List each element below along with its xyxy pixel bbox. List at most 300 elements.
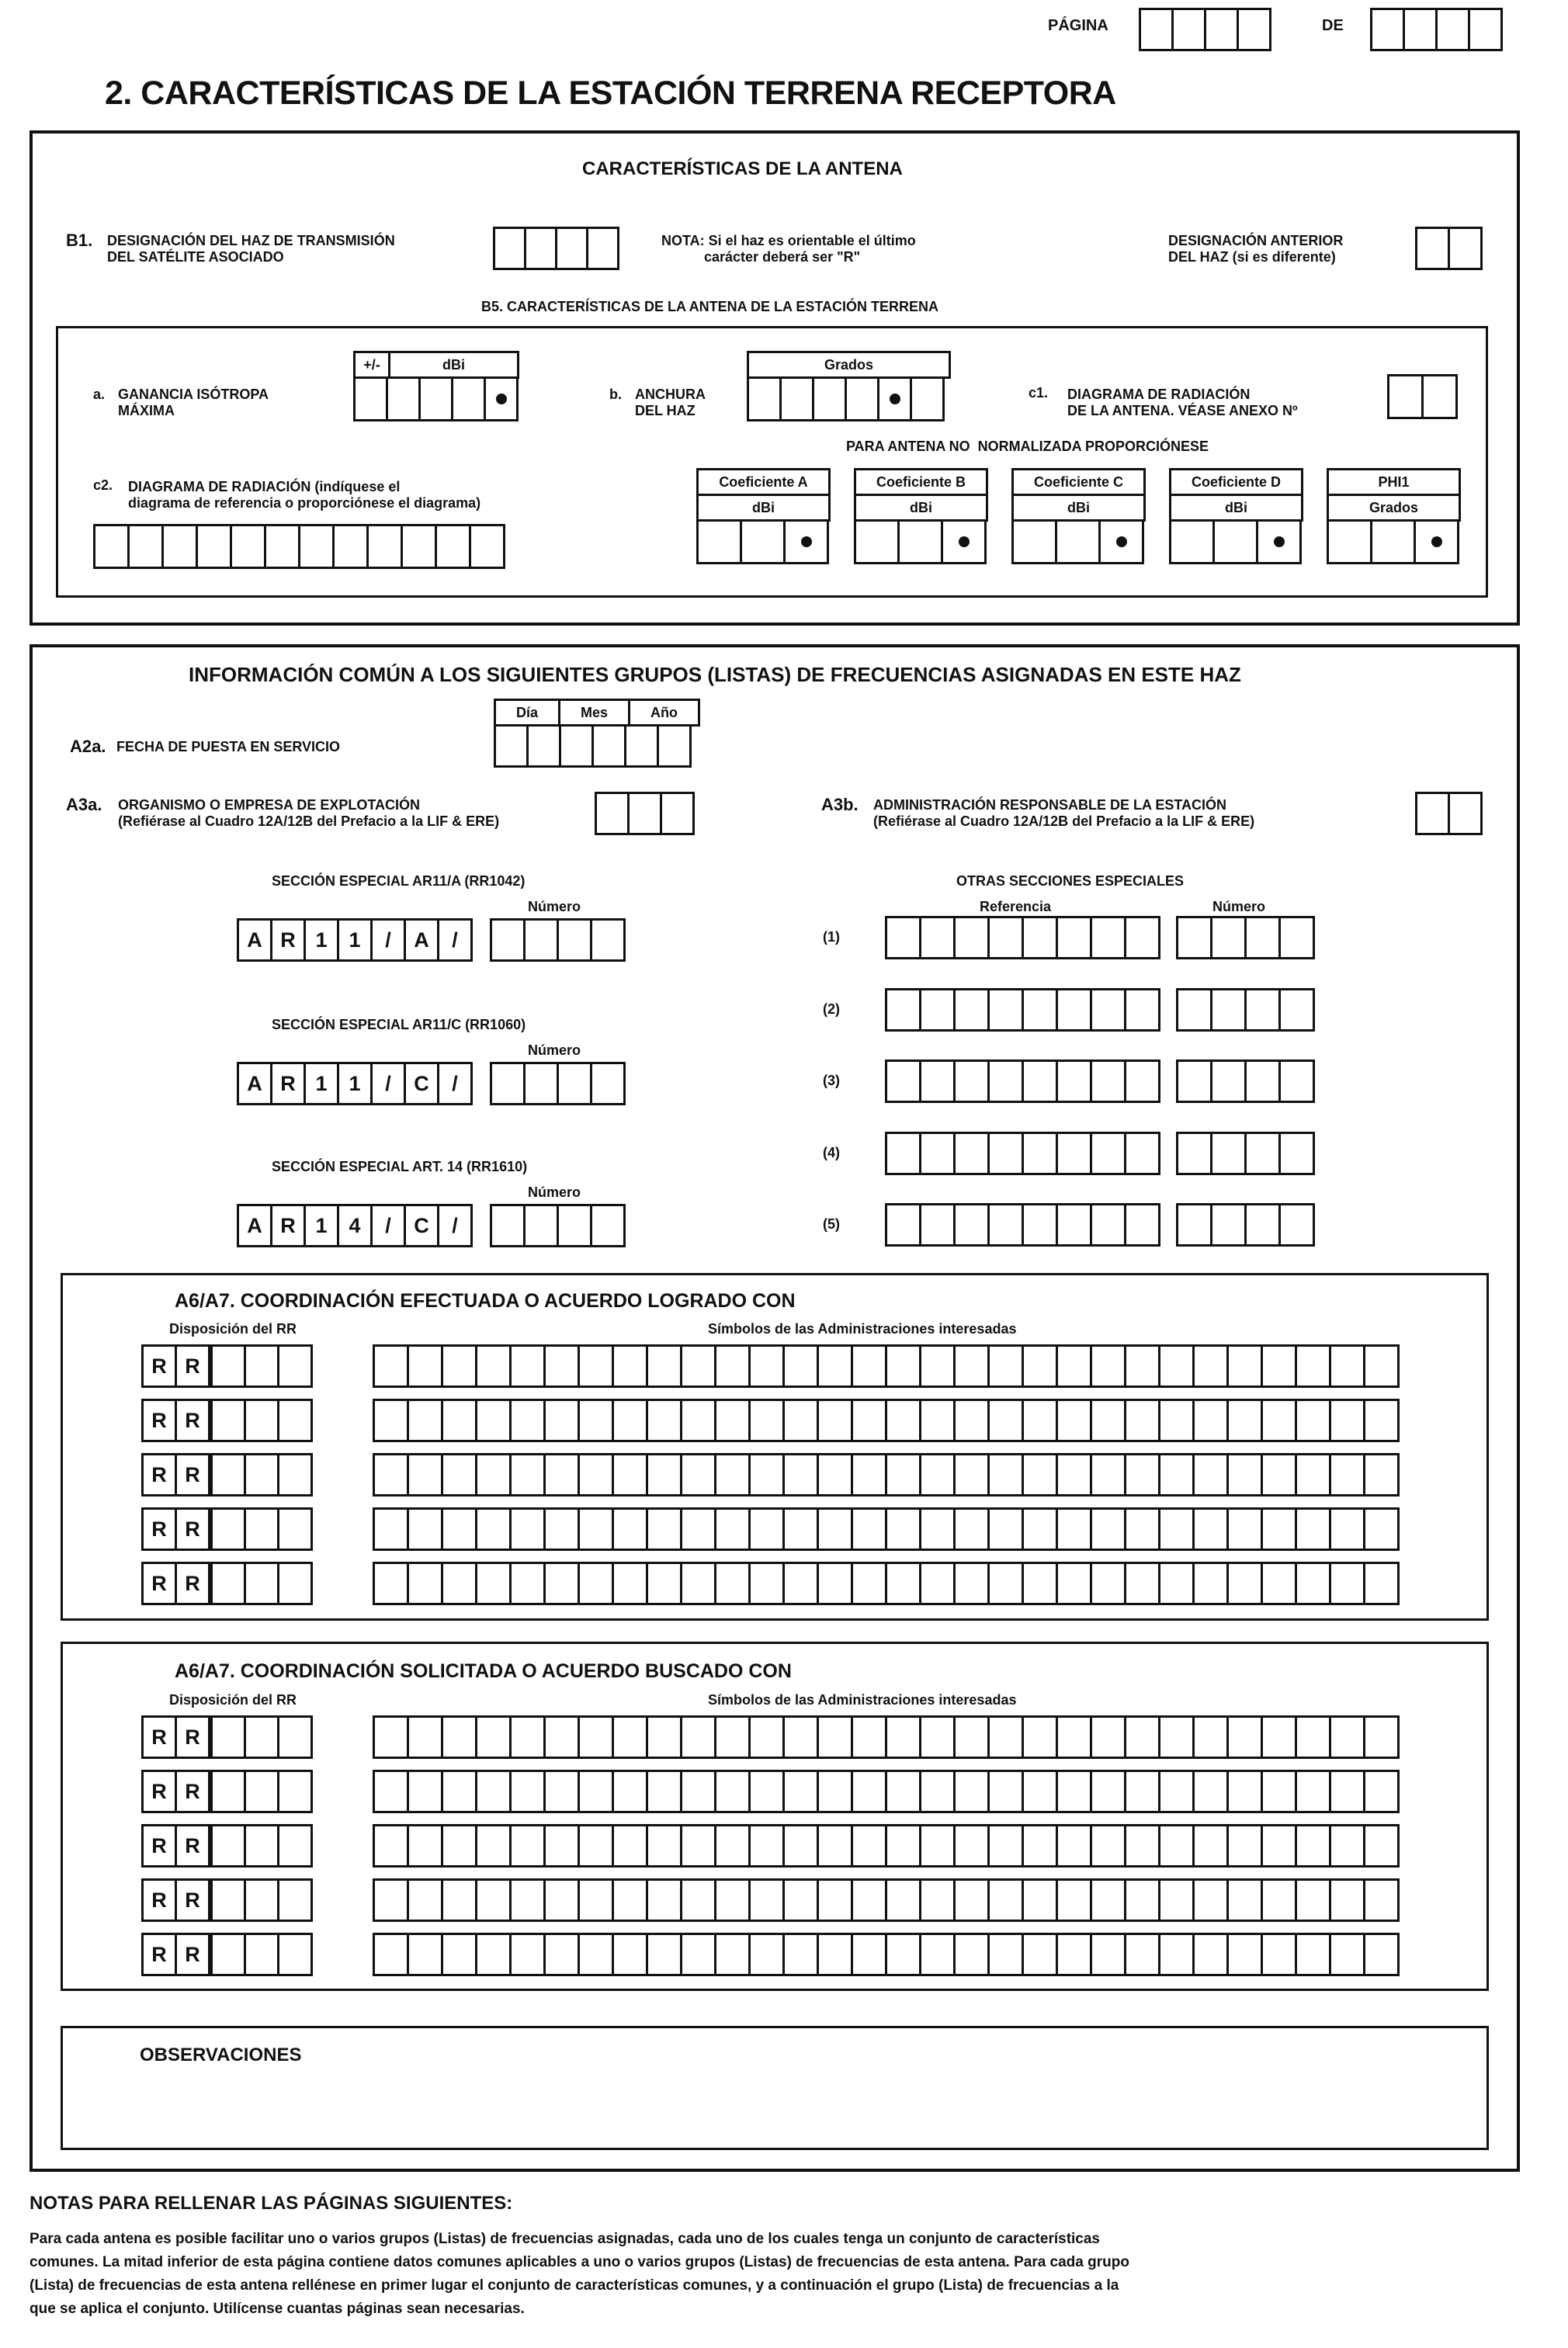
- char-box[interactable]: [401, 524, 437, 569]
- a3b-field[interactable]: [1415, 792, 1483, 835]
- char-box[interactable]: [910, 376, 945, 421]
- char-box[interactable]: [885, 1770, 921, 1813]
- char-box[interactable]: [1261, 1715, 1297, 1759]
- char-box[interactable]: [714, 1933, 751, 1976]
- char-box[interactable]: [475, 1507, 512, 1551]
- char-box[interactable]: [1022, 1203, 1058, 1247]
- char-box[interactable]: [1158, 1344, 1195, 1388]
- char-box[interactable]: [1244, 1203, 1281, 1247]
- char-box[interactable]: [475, 1562, 512, 1605]
- otras-referencia-field[interactable]: [885, 1060, 1160, 1103]
- otras-referencia-field[interactable]: [885, 988, 1160, 1032]
- char-box[interactable]: [509, 1824, 546, 1868]
- char-box[interactable]: [953, 1715, 990, 1759]
- char-box[interactable]: [543, 1878, 580, 1922]
- char-box[interactable]: [277, 1453, 313, 1497]
- char-box[interactable]: [817, 1344, 853, 1388]
- rr-disposition-field[interactable]: [141, 1562, 210, 1605]
- char-box[interactable]: [1022, 1715, 1058, 1759]
- char-box[interactable]: [851, 1562, 887, 1605]
- b-field[interactable]: [747, 376, 945, 421]
- char-box[interactable]: [475, 1824, 512, 1868]
- char-box[interactable]: [1363, 1399, 1400, 1442]
- char-box[interactable]: [1261, 1344, 1297, 1388]
- char-box[interactable]: [680, 1933, 716, 1976]
- char-box[interactable]: [885, 1715, 921, 1759]
- sec2-numero-field[interactable]: [490, 1062, 626, 1105]
- char-box[interactable]: [680, 1453, 716, 1497]
- admin-symbols-field[interactable]: [373, 1453, 1400, 1497]
- coef-b-field[interactable]: [854, 519, 987, 564]
- char-box[interactable]: [885, 1399, 921, 1442]
- char-box[interactable]: [646, 1453, 682, 1497]
- otras-numero-field[interactable]: [1176, 1060, 1315, 1103]
- char-box[interactable]: [1329, 1507, 1365, 1551]
- admin-symbols-field[interactable]: [373, 1715, 1400, 1759]
- char-box[interactable]: [646, 1824, 682, 1868]
- char-box[interactable]: [885, 1132, 921, 1175]
- char-box[interactable]: [543, 1507, 580, 1551]
- char-box[interactable]: [919, 1060, 956, 1103]
- char-box[interactable]: [1090, 1933, 1126, 1976]
- char-box[interactable]: [244, 1562, 279, 1605]
- char-box[interactable]: [509, 1344, 546, 1388]
- char-box[interactable]: [1158, 1933, 1195, 1976]
- char-box[interactable]: [373, 1878, 409, 1922]
- char-box[interactable]: [1090, 1203, 1126, 1247]
- char-box[interactable]: [782, 1770, 819, 1813]
- char-box[interactable]: [475, 1933, 512, 1976]
- char-box[interactable]: [627, 792, 662, 835]
- char-box[interactable]: [987, 1507, 1024, 1551]
- char-box[interactable]: [475, 1715, 512, 1759]
- char-box[interactable]: [210, 1344, 246, 1388]
- char-box[interactable]: [646, 1507, 682, 1551]
- char-box[interactable]: [373, 1562, 409, 1605]
- char-box[interactable]: [1295, 1399, 1331, 1442]
- char-box[interactable]: [1124, 1060, 1160, 1103]
- otras-numero-field[interactable]: [1176, 1203, 1315, 1247]
- coef-d-field[interactable]: [1169, 519, 1302, 564]
- char-box[interactable]: [441, 1824, 477, 1868]
- char-box[interactable]: [590, 918, 626, 962]
- char-box[interactable]: [93, 524, 130, 569]
- char-box[interactable]: [1056, 988, 1092, 1032]
- char-box[interactable]: [817, 1824, 853, 1868]
- char-box[interactable]: [210, 1824, 246, 1868]
- char-box[interactable]: [680, 1344, 716, 1388]
- char-box[interactable]: [1261, 1453, 1297, 1497]
- char-box[interactable]: [1210, 916, 1247, 959]
- char-box[interactable]: [680, 1507, 716, 1551]
- char-box[interactable]: [435, 524, 471, 569]
- char-box[interactable]: [1192, 1399, 1229, 1442]
- char-box[interactable]: [524, 227, 557, 270]
- char-box[interactable]: [657, 724, 692, 768]
- char-box[interactable]: [509, 1453, 546, 1497]
- char-box[interactable]: [210, 1770, 246, 1813]
- char-box[interactable]: [714, 1507, 751, 1551]
- char-box[interactable]: [1176, 988, 1212, 1032]
- char-box[interactable]: [748, 1715, 785, 1759]
- char-box[interactable]: [1056, 1507, 1092, 1551]
- char-box[interactable]: [817, 1453, 853, 1497]
- char-box[interactable]: [987, 1453, 1024, 1497]
- char-box[interactable]: [782, 1344, 819, 1388]
- char-box[interactable]: [210, 1562, 246, 1605]
- char-box[interactable]: [490, 1204, 526, 1247]
- char-box[interactable]: [1329, 1933, 1365, 1976]
- char-box[interactable]: [244, 1824, 279, 1868]
- rr-number-field[interactable]: [210, 1344, 313, 1388]
- char-box[interactable]: [885, 988, 921, 1032]
- char-box[interactable]: [373, 1715, 409, 1759]
- char-box[interactable]: [1329, 1878, 1365, 1922]
- char-box[interactable]: [441, 1344, 477, 1388]
- char-box[interactable]: [851, 1770, 887, 1813]
- char-box[interactable]: [1329, 1770, 1365, 1813]
- char-box[interactable]: [1124, 1715, 1160, 1759]
- char-box[interactable]: [590, 1204, 626, 1247]
- char-box[interactable]: [1363, 1562, 1400, 1605]
- rr-number-field[interactable]: [210, 1399, 313, 1442]
- char-box[interactable]: [919, 988, 956, 1032]
- char-box[interactable]: [543, 1770, 580, 1813]
- char-box[interactable]: [277, 1824, 313, 1868]
- char-box[interactable]: [1139, 8, 1174, 51]
- char-box[interactable]: [1022, 1399, 1058, 1442]
- a-field[interactable]: [353, 376, 519, 421]
- char-box[interactable]: [578, 1344, 614, 1388]
- char-box[interactable]: [1124, 1507, 1160, 1551]
- char-box[interactable]: [1363, 1715, 1400, 1759]
- char-box[interactable]: [210, 1507, 246, 1551]
- char-box[interactable]: [407, 1399, 443, 1442]
- coef-a-field[interactable]: [696, 519, 829, 564]
- admin-symbols-field[interactable]: [373, 1770, 1400, 1813]
- char-box[interactable]: [919, 1770, 956, 1813]
- char-box[interactable]: [475, 1399, 512, 1442]
- char-box[interactable]: [1363, 1344, 1400, 1388]
- char-box[interactable]: [919, 916, 956, 959]
- char-box[interactable]: [646, 1878, 682, 1922]
- char-box[interactable]: [953, 1344, 990, 1388]
- char-box[interactable]: [441, 1507, 477, 1551]
- rr-disposition-field[interactable]: [141, 1824, 210, 1868]
- char-box[interactable]: [1124, 1878, 1160, 1922]
- pagina-field[interactable]: [1139, 8, 1271, 51]
- char-box[interactable]: [1244, 988, 1281, 1032]
- char-box[interactable]: [782, 1878, 819, 1922]
- char-box[interactable]: [407, 1453, 443, 1497]
- char-box[interactable]: [1295, 1507, 1331, 1551]
- char-box[interactable]: [418, 376, 453, 421]
- char-box[interactable]: [127, 524, 164, 569]
- char-box[interactable]: [386, 376, 421, 421]
- char-box[interactable]: [919, 1453, 956, 1497]
- char-box[interactable]: [680, 1824, 716, 1868]
- char-box[interactable]: [612, 1770, 648, 1813]
- char-box[interactable]: [1124, 916, 1160, 959]
- char-box[interactable]: [1056, 1715, 1092, 1759]
- char-box[interactable]: [1329, 1399, 1365, 1442]
- char-box[interactable]: [1261, 1562, 1297, 1605]
- rr-disposition-field[interactable]: [141, 1878, 210, 1922]
- char-box[interactable]: [1244, 1132, 1281, 1175]
- char-box[interactable]: [1158, 1399, 1195, 1442]
- char-box[interactable]: [1226, 1933, 1263, 1976]
- char-box[interactable]: [407, 1770, 443, 1813]
- char-box[interactable]: [1022, 1132, 1058, 1175]
- otras-referencia-field[interactable]: [885, 1132, 1160, 1175]
- char-box[interactable]: [543, 1344, 580, 1388]
- char-box[interactable]: [1363, 1453, 1400, 1497]
- char-box[interactable]: [586, 227, 619, 270]
- c2-field[interactable]: [93, 524, 505, 569]
- char-box[interactable]: [578, 1399, 614, 1442]
- char-box[interactable]: [366, 524, 403, 569]
- char-box[interactable]: [748, 1824, 785, 1868]
- char-box[interactable]: [953, 1878, 990, 1922]
- char-box[interactable]: [526, 724, 561, 768]
- char-box[interactable]: [987, 1770, 1024, 1813]
- char-box[interactable]: [987, 1060, 1024, 1103]
- char-box[interactable]: [1210, 1203, 1247, 1247]
- char-box[interactable]: [1192, 1344, 1229, 1388]
- char-box[interactable]: [1387, 374, 1424, 419]
- rr-disposition-field[interactable]: [141, 1399, 210, 1442]
- char-box[interactable]: [1403, 8, 1438, 51]
- char-box[interactable]: [919, 1507, 956, 1551]
- char-box[interactable]: [885, 1824, 921, 1868]
- b1-field[interactable]: [493, 227, 619, 270]
- char-box[interactable]: [210, 1399, 246, 1442]
- char-box[interactable]: [1295, 1344, 1331, 1388]
- char-box[interactable]: [1124, 1562, 1160, 1605]
- char-box[interactable]: [277, 1878, 313, 1922]
- char-box[interactable]: [373, 1399, 409, 1442]
- char-box[interactable]: [680, 1715, 716, 1759]
- char-box[interactable]: [469, 524, 505, 569]
- char-box[interactable]: [919, 1715, 956, 1759]
- char-box[interactable]: [680, 1770, 716, 1813]
- char-box[interactable]: [559, 724, 594, 768]
- prev-field[interactable]: [1415, 227, 1483, 270]
- rr-number-field[interactable]: [210, 1933, 313, 1976]
- char-box[interactable]: [1204, 8, 1239, 51]
- char-box[interactable]: [612, 1344, 648, 1388]
- char-box[interactable]: [1261, 1824, 1297, 1868]
- char-box[interactable]: [1363, 1507, 1400, 1551]
- char-box[interactable]: [1056, 1562, 1092, 1605]
- char-box[interactable]: [646, 1770, 682, 1813]
- char-box[interactable]: [277, 1399, 313, 1442]
- char-box[interactable]: [782, 1715, 819, 1759]
- char-box[interactable]: [1056, 1770, 1092, 1813]
- char-box[interactable]: [1169, 519, 1215, 564]
- char-box[interactable]: [612, 1878, 648, 1922]
- char-box[interactable]: [407, 1507, 443, 1551]
- char-box[interactable]: [1022, 1060, 1058, 1103]
- char-box[interactable]: [523, 918, 559, 962]
- char-box[interactable]: [1098, 519, 1144, 564]
- char-box[interactable]: [1261, 1507, 1297, 1551]
- rr-disposition-field[interactable]: [141, 1344, 210, 1388]
- char-box[interactable]: [1212, 519, 1258, 564]
- char-box[interactable]: [490, 1062, 526, 1105]
- char-box[interactable]: [953, 916, 990, 959]
- rr-disposition-field[interactable]: [141, 1715, 210, 1759]
- char-box[interactable]: [1022, 1770, 1058, 1813]
- char-box[interactable]: [1124, 1933, 1160, 1976]
- char-box[interactable]: [1295, 1933, 1331, 1976]
- a2a-field[interactable]: [494, 724, 692, 768]
- char-box[interactable]: [1244, 1060, 1281, 1103]
- char-box[interactable]: [543, 1399, 580, 1442]
- char-box[interactable]: [987, 1715, 1024, 1759]
- char-box[interactable]: [953, 1132, 990, 1175]
- rr-disposition-field[interactable]: [141, 1507, 210, 1551]
- char-box[interactable]: [612, 1715, 648, 1759]
- otras-referencia-field[interactable]: [885, 916, 1160, 959]
- char-box[interactable]: [1468, 8, 1503, 51]
- char-box[interactable]: [407, 1878, 443, 1922]
- char-box[interactable]: [919, 1562, 956, 1605]
- char-box[interactable]: [1022, 988, 1058, 1032]
- char-box[interactable]: [373, 1453, 409, 1497]
- char-box[interactable]: [782, 1453, 819, 1497]
- char-box[interactable]: [1158, 1562, 1195, 1605]
- admin-symbols-field[interactable]: [373, 1878, 1400, 1922]
- char-box[interactable]: [1295, 1878, 1331, 1922]
- rr-disposition-field[interactable]: [141, 1770, 210, 1813]
- char-box[interactable]: [1329, 1715, 1365, 1759]
- char-box[interactable]: [885, 1203, 921, 1247]
- char-box[interactable]: [244, 1453, 279, 1497]
- char-box[interactable]: [494, 724, 529, 768]
- char-box[interactable]: [885, 1507, 921, 1551]
- char-box[interactable]: [919, 1203, 956, 1247]
- char-box[interactable]: [557, 918, 592, 962]
- otras-referencia-field[interactable]: [885, 1203, 1160, 1247]
- char-box[interactable]: [1022, 1344, 1058, 1388]
- char-box[interactable]: [748, 1453, 785, 1497]
- char-box[interactable]: [1192, 1715, 1229, 1759]
- char-box[interactable]: [1226, 1562, 1263, 1605]
- char-box[interactable]: [244, 1770, 279, 1813]
- char-box[interactable]: [210, 1878, 246, 1922]
- char-box[interactable]: [373, 1344, 409, 1388]
- char-box[interactable]: [523, 1204, 559, 1247]
- char-box[interactable]: [373, 1770, 409, 1813]
- char-box[interactable]: [748, 1344, 785, 1388]
- char-box[interactable]: [1090, 1060, 1126, 1103]
- char-box[interactable]: [493, 227, 526, 270]
- rr-disposition-field[interactable]: [141, 1933, 210, 1976]
- coef-c-field[interactable]: [1011, 519, 1144, 564]
- char-box[interactable]: [1295, 1715, 1331, 1759]
- char-box[interactable]: [1226, 1770, 1263, 1813]
- char-box[interactable]: [987, 916, 1024, 959]
- char-box[interactable]: [714, 1824, 751, 1868]
- char-box[interactable]: [748, 1399, 785, 1442]
- char-box[interactable]: [578, 1507, 614, 1551]
- char-box[interactable]: [1158, 1824, 1195, 1868]
- char-box[interactable]: [1176, 916, 1212, 959]
- char-box[interactable]: [885, 1562, 921, 1605]
- char-box[interactable]: [919, 1933, 956, 1976]
- char-box[interactable]: [1244, 916, 1281, 959]
- char-box[interactable]: [885, 1060, 921, 1103]
- rr-number-field[interactable]: [210, 1770, 313, 1813]
- char-box[interactable]: [1295, 1824, 1331, 1868]
- char-box[interactable]: [1124, 1399, 1160, 1442]
- char-box[interactable]: [1329, 1453, 1365, 1497]
- char-box[interactable]: [1176, 1060, 1212, 1103]
- char-box[interactable]: [1370, 519, 1416, 564]
- char-box[interactable]: [1090, 1770, 1126, 1813]
- char-box[interactable]: [1329, 1824, 1365, 1868]
- char-box[interactable]: [1090, 1344, 1126, 1388]
- otras-numero-field[interactable]: [1176, 988, 1315, 1032]
- char-box[interactable]: [646, 1715, 682, 1759]
- char-box[interactable]: [277, 1770, 313, 1813]
- char-box[interactable]: [1261, 1770, 1297, 1813]
- char-box[interactable]: [1295, 1770, 1331, 1813]
- char-box[interactable]: [1090, 1824, 1126, 1868]
- char-box[interactable]: [1210, 1060, 1247, 1103]
- char-box[interactable]: [953, 1453, 990, 1497]
- char-box[interactable]: [490, 918, 526, 962]
- a3a-field[interactable]: [595, 792, 695, 835]
- char-box[interactable]: [1278, 1132, 1315, 1175]
- char-box[interactable]: [1090, 1878, 1126, 1922]
- char-box[interactable]: [1415, 227, 1450, 270]
- char-box[interactable]: [509, 1715, 546, 1759]
- char-box[interactable]: [543, 1715, 580, 1759]
- admin-symbols-field[interactable]: [373, 1562, 1400, 1605]
- char-box[interactable]: [441, 1878, 477, 1922]
- char-box[interactable]: [1056, 1399, 1092, 1442]
- char-box[interactable]: [543, 1933, 580, 1976]
- char-box[interactable]: [782, 1562, 819, 1605]
- char-box[interactable]: [277, 1933, 313, 1976]
- char-box[interactable]: [919, 1344, 956, 1388]
- admin-symbols-field[interactable]: [373, 1507, 1400, 1551]
- char-box[interactable]: [298, 524, 335, 569]
- char-box[interactable]: [1278, 1060, 1315, 1103]
- admin-symbols-field[interactable]: [373, 1824, 1400, 1868]
- char-box[interactable]: [1278, 988, 1315, 1032]
- char-box[interactable]: [475, 1344, 512, 1388]
- rr-disposition-field[interactable]: [141, 1453, 210, 1497]
- char-box[interactable]: [953, 1507, 990, 1551]
- char-box[interactable]: [748, 1933, 785, 1976]
- char-box[interactable]: [1056, 1132, 1092, 1175]
- char-box[interactable]: [1124, 1132, 1160, 1175]
- char-box[interactable]: [1022, 1933, 1058, 1976]
- char-box[interactable]: [1226, 1453, 1263, 1497]
- char-box[interactable]: [851, 1878, 887, 1922]
- char-box[interactable]: [1192, 1770, 1229, 1813]
- char-box[interactable]: [509, 1878, 546, 1922]
- char-box[interactable]: [987, 1344, 1024, 1388]
- char-box[interactable]: [779, 376, 814, 421]
- char-box[interactable]: [851, 1933, 887, 1976]
- char-box[interactable]: [953, 1770, 990, 1813]
- char-box[interactable]: [244, 1399, 279, 1442]
- char-box[interactable]: [407, 1933, 443, 1976]
